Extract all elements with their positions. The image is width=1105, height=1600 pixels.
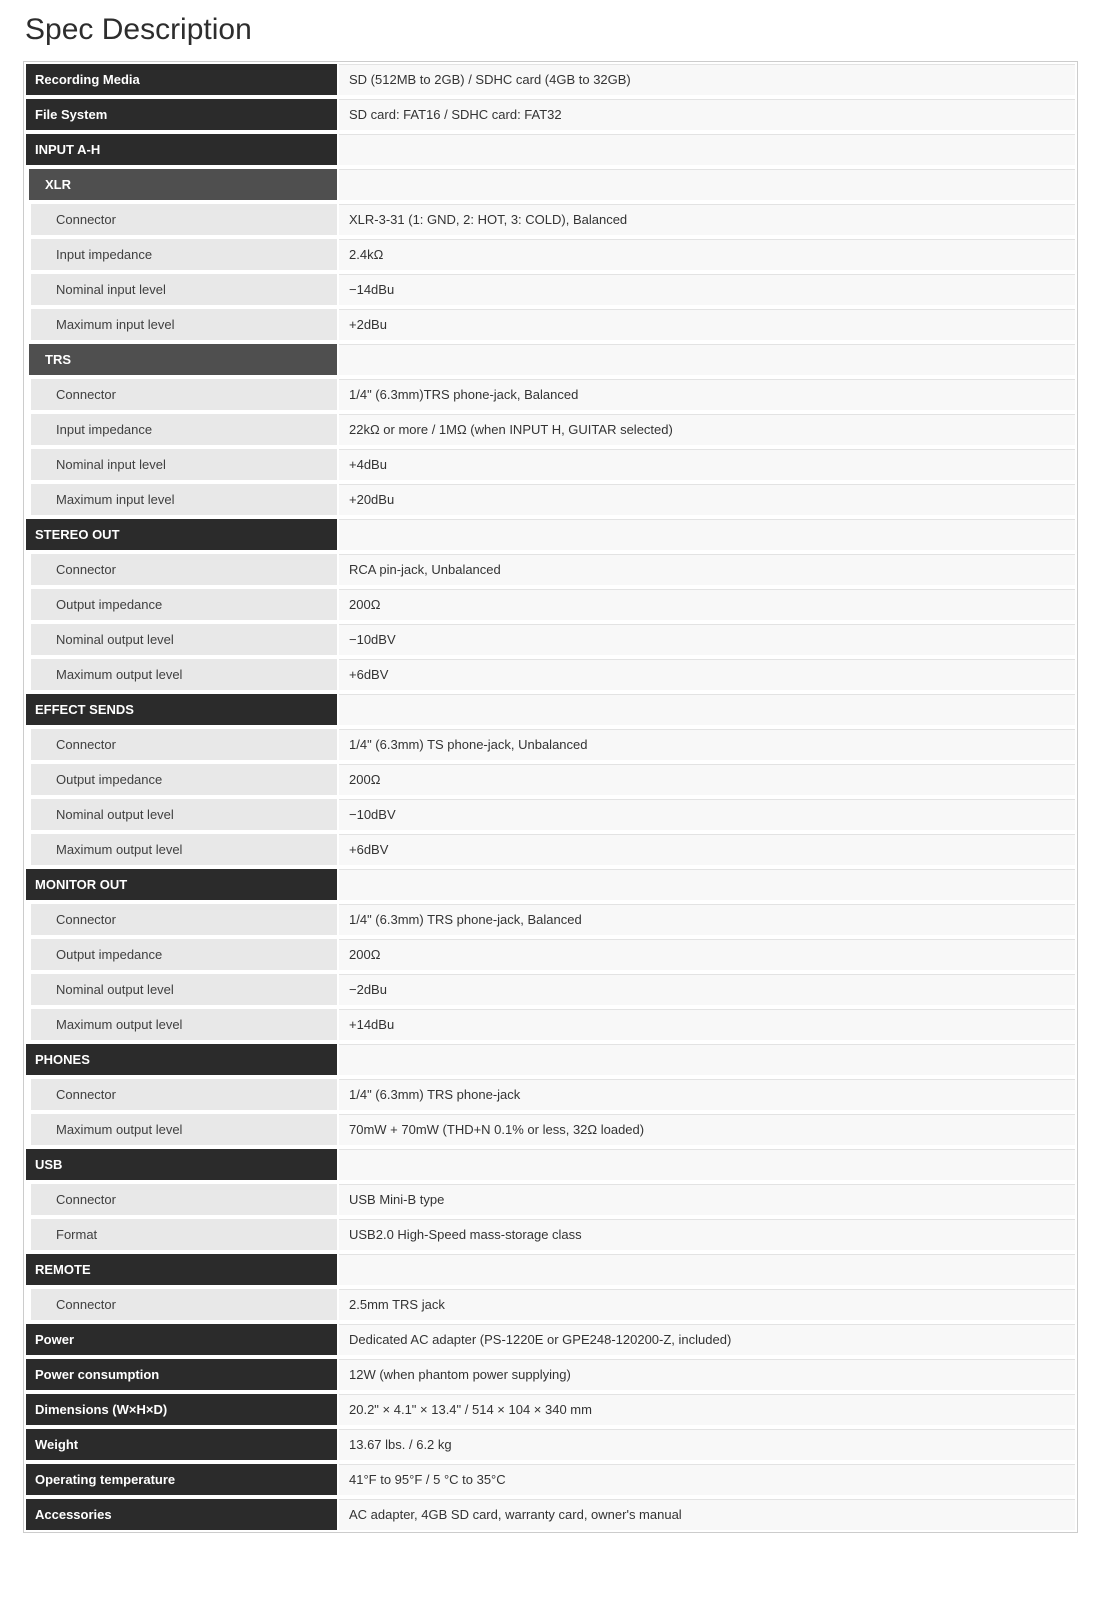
table-row: [26, 1394, 1075, 1425]
table-row: [26, 99, 1075, 130]
row-value: −10dBV: [339, 624, 1075, 655]
table-row: [26, 64, 1075, 95]
row-label: Input impedance: [31, 414, 337, 445]
row-label: Maximum input level: [31, 309, 337, 340]
table-row: [26, 659, 1075, 690]
row-label: File System: [26, 99, 337, 130]
table-row: [26, 1289, 1075, 1320]
row-value: 70mW + 70mW (THD+N 0.1% or less, 32Ω loaded): [339, 1114, 1075, 1145]
row-label: Weight: [26, 1429, 337, 1460]
row-value: [339, 1254, 1075, 1285]
row-label: Connector: [31, 1079, 337, 1110]
table-row: [26, 1079, 1075, 1110]
table-row: [26, 939, 1075, 970]
row-label: Output impedance: [31, 589, 337, 620]
row-label: Connector: [31, 204, 337, 235]
row-value: +20dBu: [339, 484, 1075, 515]
row-label: Output impedance: [31, 764, 337, 795]
row-label: INPUT A-H: [26, 134, 337, 165]
table-row: [26, 589, 1075, 620]
row-value: 1/4" (6.3mm) TS phone-jack, Unbalanced: [339, 729, 1075, 760]
row-label: Connector: [31, 904, 337, 935]
row-label: Dimensions (W×H×D): [26, 1394, 337, 1425]
table-row: [26, 274, 1075, 305]
row-value: 1/4" (6.3mm) TRS phone-jack, Balanced: [339, 904, 1075, 935]
table-row: [26, 1009, 1075, 1040]
row-value: 13.67 lbs. / 6.2 kg: [339, 1429, 1075, 1460]
table-row: [26, 309, 1075, 340]
row-label: Maximum output level: [31, 659, 337, 690]
table-row: [26, 1114, 1075, 1145]
table-row: [26, 1254, 1075, 1285]
row-value: +6dBV: [339, 834, 1075, 865]
row-label: STEREO OUT: [26, 519, 337, 550]
row-value: +6dBV: [339, 659, 1075, 690]
row-value: −14dBu: [339, 274, 1075, 305]
row-value: USB Mini-B type: [339, 1184, 1075, 1215]
row-label: USB: [26, 1149, 337, 1180]
table-row: [26, 169, 1075, 200]
row-label: Nominal output level: [31, 974, 337, 1005]
row-label: Maximum output level: [31, 1114, 337, 1145]
row-label: Accessories: [26, 1499, 337, 1530]
table-row: [26, 1464, 1075, 1495]
row-value: 200Ω: [339, 764, 1075, 795]
row-label: Power: [26, 1324, 337, 1355]
row-value: 12W (when phantom power supplying): [339, 1359, 1075, 1390]
table-row: [26, 729, 1075, 760]
table-row: [26, 974, 1075, 1005]
row-label: Nominal input level: [31, 449, 337, 480]
row-label: EFFECT SENDS: [26, 694, 337, 725]
spec-page: [0, 13, 1105, 1573]
row-value: [339, 519, 1075, 550]
row-label: Operating temperature: [26, 1464, 337, 1495]
row-value: 2.4kΩ: [339, 239, 1075, 270]
row-label: Power consumption: [26, 1359, 337, 1390]
table-row: [26, 379, 1075, 410]
table-row: [26, 1324, 1075, 1355]
row-label: Output impedance: [31, 939, 337, 970]
row-value: 1/4" (6.3mm) TRS phone-jack: [339, 1079, 1075, 1110]
row-value: +4dBu: [339, 449, 1075, 480]
table-row: [26, 1219, 1075, 1250]
row-label: Recording Media: [26, 64, 337, 95]
table-row: [26, 1184, 1075, 1215]
row-value: 1/4" (6.3mm)TRS phone-jack, Balanced: [339, 379, 1075, 410]
table-row: [26, 764, 1075, 795]
row-value: +14dBu: [339, 1009, 1075, 1040]
row-value: 200Ω: [339, 589, 1075, 620]
table-row: [26, 449, 1075, 480]
table-row: [26, 484, 1075, 515]
row-label: Connector: [31, 1184, 337, 1215]
row-value: −2dBu: [339, 974, 1075, 1005]
row-value: SD (512MB to 2GB) / SDHC card (4GB to 32GB): [339, 64, 1075, 95]
row-value: RCA pin-jack, Unbalanced: [339, 554, 1075, 585]
row-label: Format: [31, 1219, 337, 1250]
row-label: Nominal input level: [31, 274, 337, 305]
table-row: [26, 1359, 1075, 1390]
row-value: [339, 694, 1075, 725]
row-value: [339, 1149, 1075, 1180]
row-value: [339, 869, 1075, 900]
table-row: [26, 834, 1075, 865]
row-value: SD card: FAT16 / SDHC card: FAT32: [339, 99, 1075, 130]
table-row: [26, 1044, 1075, 1075]
row-label: XLR: [29, 169, 337, 200]
table-row: [26, 239, 1075, 270]
row-label: Nominal output level: [31, 799, 337, 830]
row-value: [339, 169, 1075, 200]
row-value: Dedicated AC adapter (PS-1220E or GPE248-120200-Z, included): [339, 1324, 1075, 1355]
row-value: 41°F to 95°F / 5 °C to 35°C: [339, 1464, 1075, 1495]
row-value: 2.5mm TRS jack: [339, 1289, 1075, 1320]
table-row: [26, 519, 1075, 550]
row-label: REMOTE: [26, 1254, 337, 1285]
row-label: PHONES: [26, 1044, 337, 1075]
row-label: Maximum output level: [31, 1009, 337, 1040]
table-row: [26, 1499, 1075, 1530]
row-value: [339, 344, 1075, 375]
row-label: Nominal output level: [31, 624, 337, 655]
row-label: Maximum output level: [31, 834, 337, 865]
table-row: [26, 1149, 1075, 1180]
row-value: [339, 1044, 1075, 1075]
row-label: Connector: [31, 729, 337, 760]
row-value: USB2.0 High-Speed mass-storage class: [339, 1219, 1075, 1250]
row-value: +2dBu: [339, 309, 1075, 340]
row-value: AC adapter, 4GB SD card, warranty card, owner's manual: [339, 1499, 1075, 1530]
row-value: 20.2" × 4.1" × 13.4" / 514 × 104 × 340 mm: [339, 1394, 1075, 1425]
table-row: [26, 414, 1075, 445]
row-label: MONITOR OUT: [26, 869, 337, 900]
table-row: [26, 624, 1075, 655]
table-row: [26, 869, 1075, 900]
table-row: [26, 904, 1075, 935]
table-row: [26, 694, 1075, 725]
table-row: [26, 204, 1075, 235]
row-value: [339, 134, 1075, 165]
table-row: [26, 1429, 1075, 1460]
table-row: [26, 134, 1075, 165]
spec-table: [23, 61, 1078, 1533]
row-label: Connector: [31, 554, 337, 585]
table-row: [26, 554, 1075, 585]
row-label: Input impedance: [31, 239, 337, 270]
row-value: 200Ω: [339, 939, 1075, 970]
table-row: [26, 344, 1075, 375]
row-value: −10dBV: [339, 799, 1075, 830]
row-label: Connector: [31, 379, 337, 410]
row-value: 22kΩ or more / 1MΩ (when INPUT H, GUITAR selected): [339, 414, 1075, 445]
row-label: TRS: [29, 344, 337, 375]
row-label: Connector: [31, 1289, 337, 1320]
page-title: Spec Description: [25, 13, 252, 46]
table-row: [26, 799, 1075, 830]
row-value: XLR-3-31 (1: GND, 2: HOT, 3: COLD), Balanced: [339, 204, 1075, 235]
row-label: Maximum input level: [31, 484, 337, 515]
